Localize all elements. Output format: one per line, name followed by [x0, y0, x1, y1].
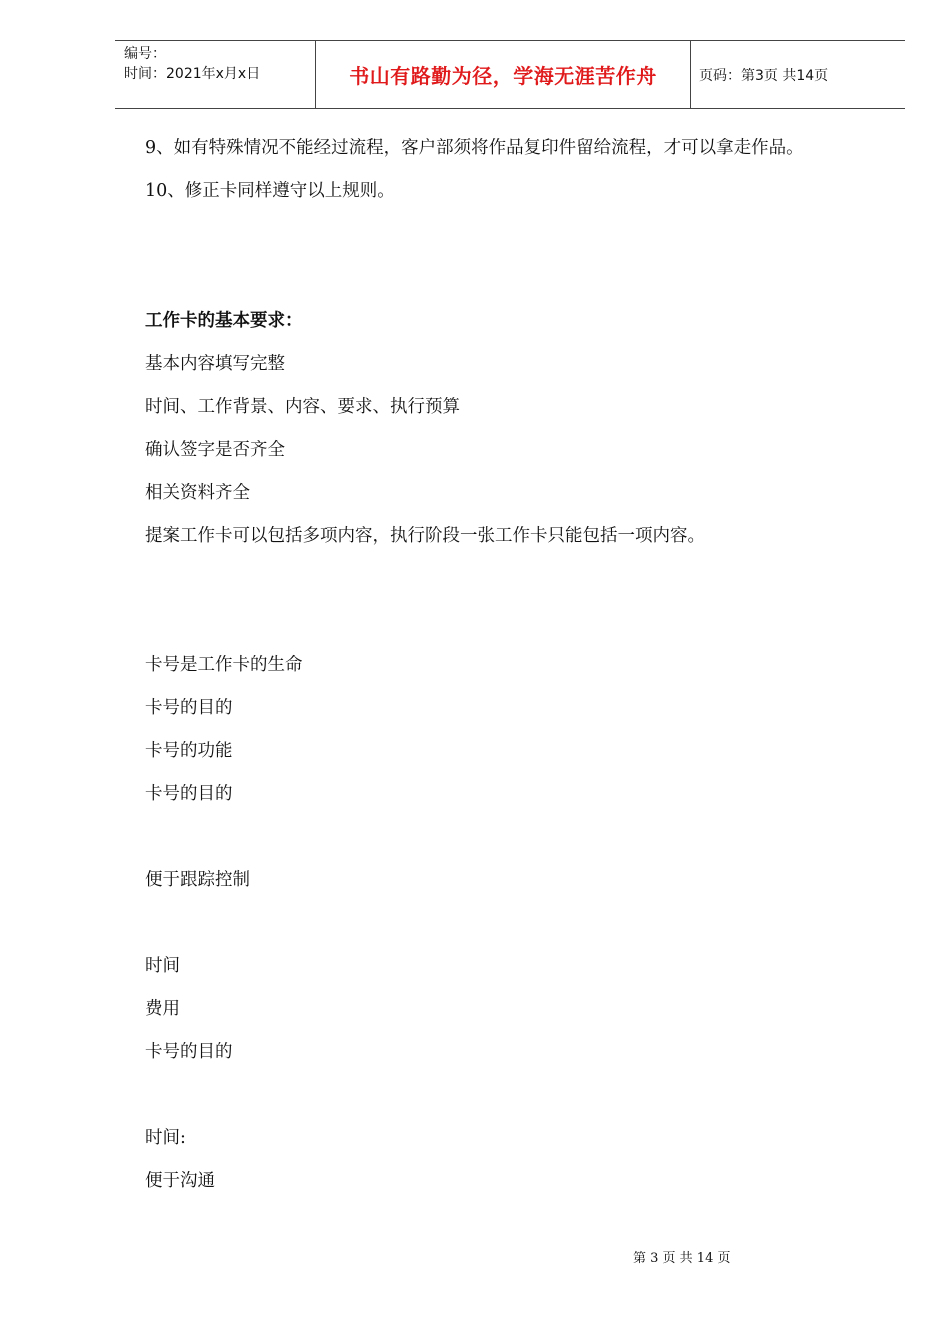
body-line: 时间: — [145, 1128, 186, 1148]
body-line-item-9: 9、如有特殊情况不能经过流程，客户部须将作品复印件留给流程，才可以拿走作品。 — [145, 138, 804, 158]
body-line: 便于沟通 — [145, 1171, 215, 1191]
body-line: 卡号的功能 — [145, 741, 233, 761]
body-line: 基本内容填写完整 — [145, 354, 285, 374]
header-motto: 书山有路勤为径，学海无涯苦作舟 — [349, 64, 657, 88]
body-line: 卡号的目的 — [145, 698, 233, 718]
body-line: 卡号的目的 — [145, 784, 233, 804]
page-header — [115, 40, 905, 109]
header-meta-cell — [115, 41, 315, 108]
code-label: 编号： — [124, 46, 166, 62]
body-line: 时间、工作背景、内容、要求、执行预算 — [145, 397, 460, 417]
page-footer-number: 第 3 页 共 14 页 — [633, 1251, 731, 1266]
body-line: 卡号是工作卡的生命 — [145, 655, 303, 675]
body-line: 便于跟踪控制 — [145, 870, 250, 890]
section-heading: 工作卡的基本要求： — [145, 311, 303, 331]
header-page-cell — [690, 41, 905, 108]
body-line: 确认签字是否齐全 — [145, 440, 285, 460]
header-page-info: 页码：第3页 共14页 — [699, 67, 829, 84]
body-line: 时间 — [145, 956, 180, 976]
header-motto-cell — [315, 41, 691, 108]
time-label: 时间：2021年x月x日 — [124, 66, 261, 82]
body-line: 卡号的目的 — [145, 1042, 233, 1062]
body-line: 费用 — [145, 999, 180, 1019]
body-line: 相关资料齐全 — [145, 483, 250, 503]
body-line: 提案工作卡可以包括多项内容，执行阶段一张工作卡只能包括一项内容。 — [145, 526, 705, 546]
body-line-item-10: 10、修正卡同样遵守以上规则。 — [145, 181, 395, 201]
